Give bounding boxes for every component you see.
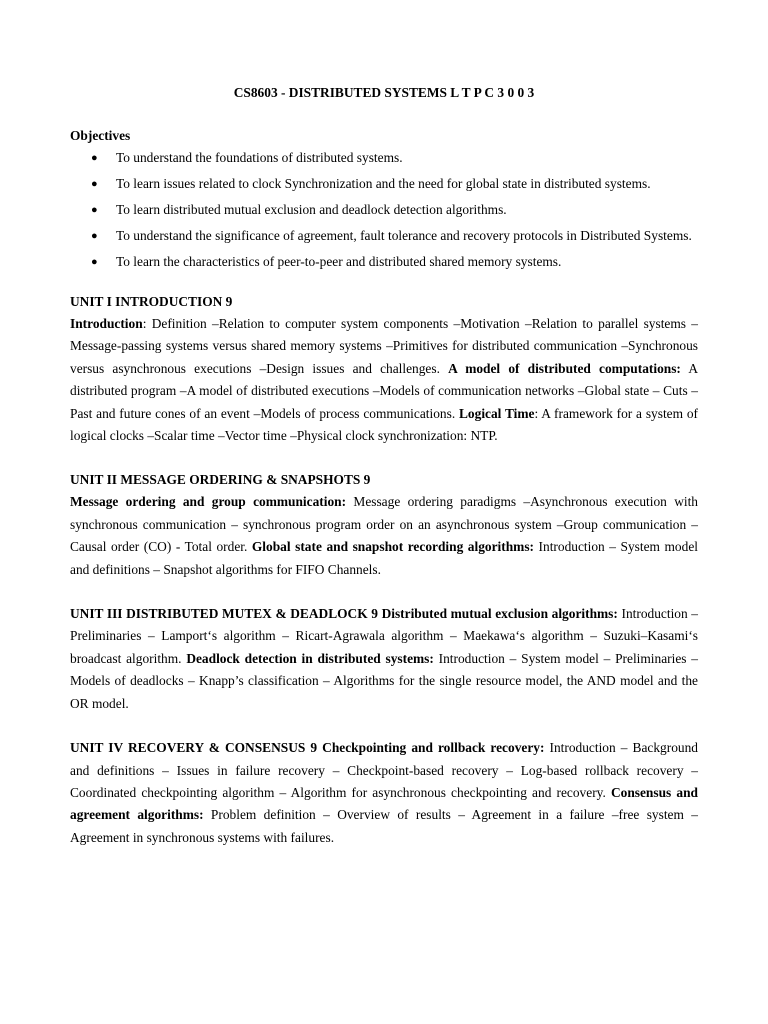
unit-body — [70, 737, 698, 849]
bullet-icon: ● — [91, 152, 98, 164]
objective-item — [70, 173, 698, 195]
unit-body-text: Introduction – Preliminaries – Lamport‘s algorithm – Ricart-Agrawala algorithm – Maekawa‘s algorithm – Suzuki–Kasami‘s broadcast algorithm. — [70, 606, 698, 666]
unit-body-text: Message ordering paradigms –Asynchronous execution with synchronous communication – synchronous program order on an asynchronous system –Group communication – Causal order (CO) - Total order. — [70, 494, 699, 555]
unit-body-text: Problem definition – Overview of results – Agreement in a failure –free system – Agreement in synchronous systems with failures. — [70, 807, 698, 845]
unit-body — [70, 313, 698, 447]
unit-body-text: Introduction – System model – Preliminaries – Models of deadlocks – Knapp’s classification – Algorithms for the single resource model, the AND model and the OR model. — [70, 650, 698, 711]
objective-item — [70, 251, 698, 273]
bullet-icon: ● — [91, 178, 98, 190]
unit-section — [70, 469, 698, 581]
bullet-icon: ● — [91, 204, 98, 216]
objective-text: To learn the characteristics of peer-to-peer and distributed shared memory systems. — [116, 254, 562, 269]
unit-heading-inline: UNIT IV RECOVERY & CONSENSUS 9 Checkpointing and rollback recovery: — [70, 740, 545, 756]
unit-body-bold: Consensus and agreement algorithms: — [70, 784, 698, 823]
unit-heading: UNIT II MESSAGE ORDERING & SNAPSHOTS 9 — [70, 472, 371, 488]
unit-body-text: Introduction – Background and definitions – Issues in failure recovery – Checkpoint-based recovery – Log-based rollback recovery – Coordinated checkpointing algorithm – Algorithm for asynchronous checkpointing and recovery. — [70, 740, 698, 800]
unit-body-text: A distributed program –A model of distributed executions –Models of communication networks –Global state – Cuts –Past and future cones of an event –Models of process communications. — [70, 360, 698, 421]
unit-body-bold: Message ordering and group communication: — [70, 494, 347, 510]
document-title: CS8603 - DISTRIBUTED SYSTEMS L T P C 3 0 0 3 — [233, 85, 535, 100]
unit-section — [70, 737, 698, 849]
unit-section — [70, 603, 698, 715]
objectives-list — [70, 147, 698, 273]
objective-text: To understand the significance of agreement, fault tolerance and recovery protocols in Distributed Systems. — [116, 228, 692, 243]
unit-body-bold: A model of distributed computations: — [448, 360, 681, 376]
document-page — [70, 84, 698, 849]
unit-body-text: Introduction – System model and definitions – Snapshot algorithms for FIFO Channels. — [70, 539, 698, 577]
unit-body-text: : A framework for a system of logical clocks –Scalar time –Vector time –Physical clock synchronization: NTP. — [70, 405, 698, 444]
objective-text: To learn issues related to clock Synchronization and the need for global state in distributed systems. — [116, 176, 651, 191]
objectives-heading: Objectives — [70, 128, 131, 143]
objective-item — [70, 199, 698, 221]
bullet-icon: ● — [91, 230, 98, 242]
objective-item — [70, 225, 698, 247]
unit-heading: UNIT I INTRODUCTION 9 — [70, 294, 233, 309]
objective-text: To understand the foundations of distributed systems. — [116, 150, 403, 165]
unit-body-bold: Logical Time — [459, 405, 535, 421]
unit-section — [70, 291, 698, 447]
objective-text: To learn distributed mutual exclusion and deadlock detection algorithms. — [116, 202, 507, 217]
unit-body-bold: Global state and snapshot recording algorithms: — [251, 539, 535, 555]
unit-body-bold: Deadlock detection in distributed systems: — [186, 650, 434, 666]
unit-heading-inline: UNIT III DISTRIBUTED MUTEX & DEADLOCK 9 Distributed mutual exclusion algorithms: — [70, 606, 618, 622]
unit-body-bold: Introduction — [70, 316, 143, 331]
unit-body — [70, 491, 698, 581]
objective-item — [70, 147, 698, 169]
unit-body — [70, 603, 698, 715]
bullet-icon: ● — [91, 256, 98, 268]
unit-body-text: : Definition –Relation to computer system components –Motivation –Relation to parallel systems – Message-passing systems versus shared memory systems –Primitives for distributed communication –Synchronous versus asynchronous executions –Design issues and challenges. — [70, 316, 698, 376]
